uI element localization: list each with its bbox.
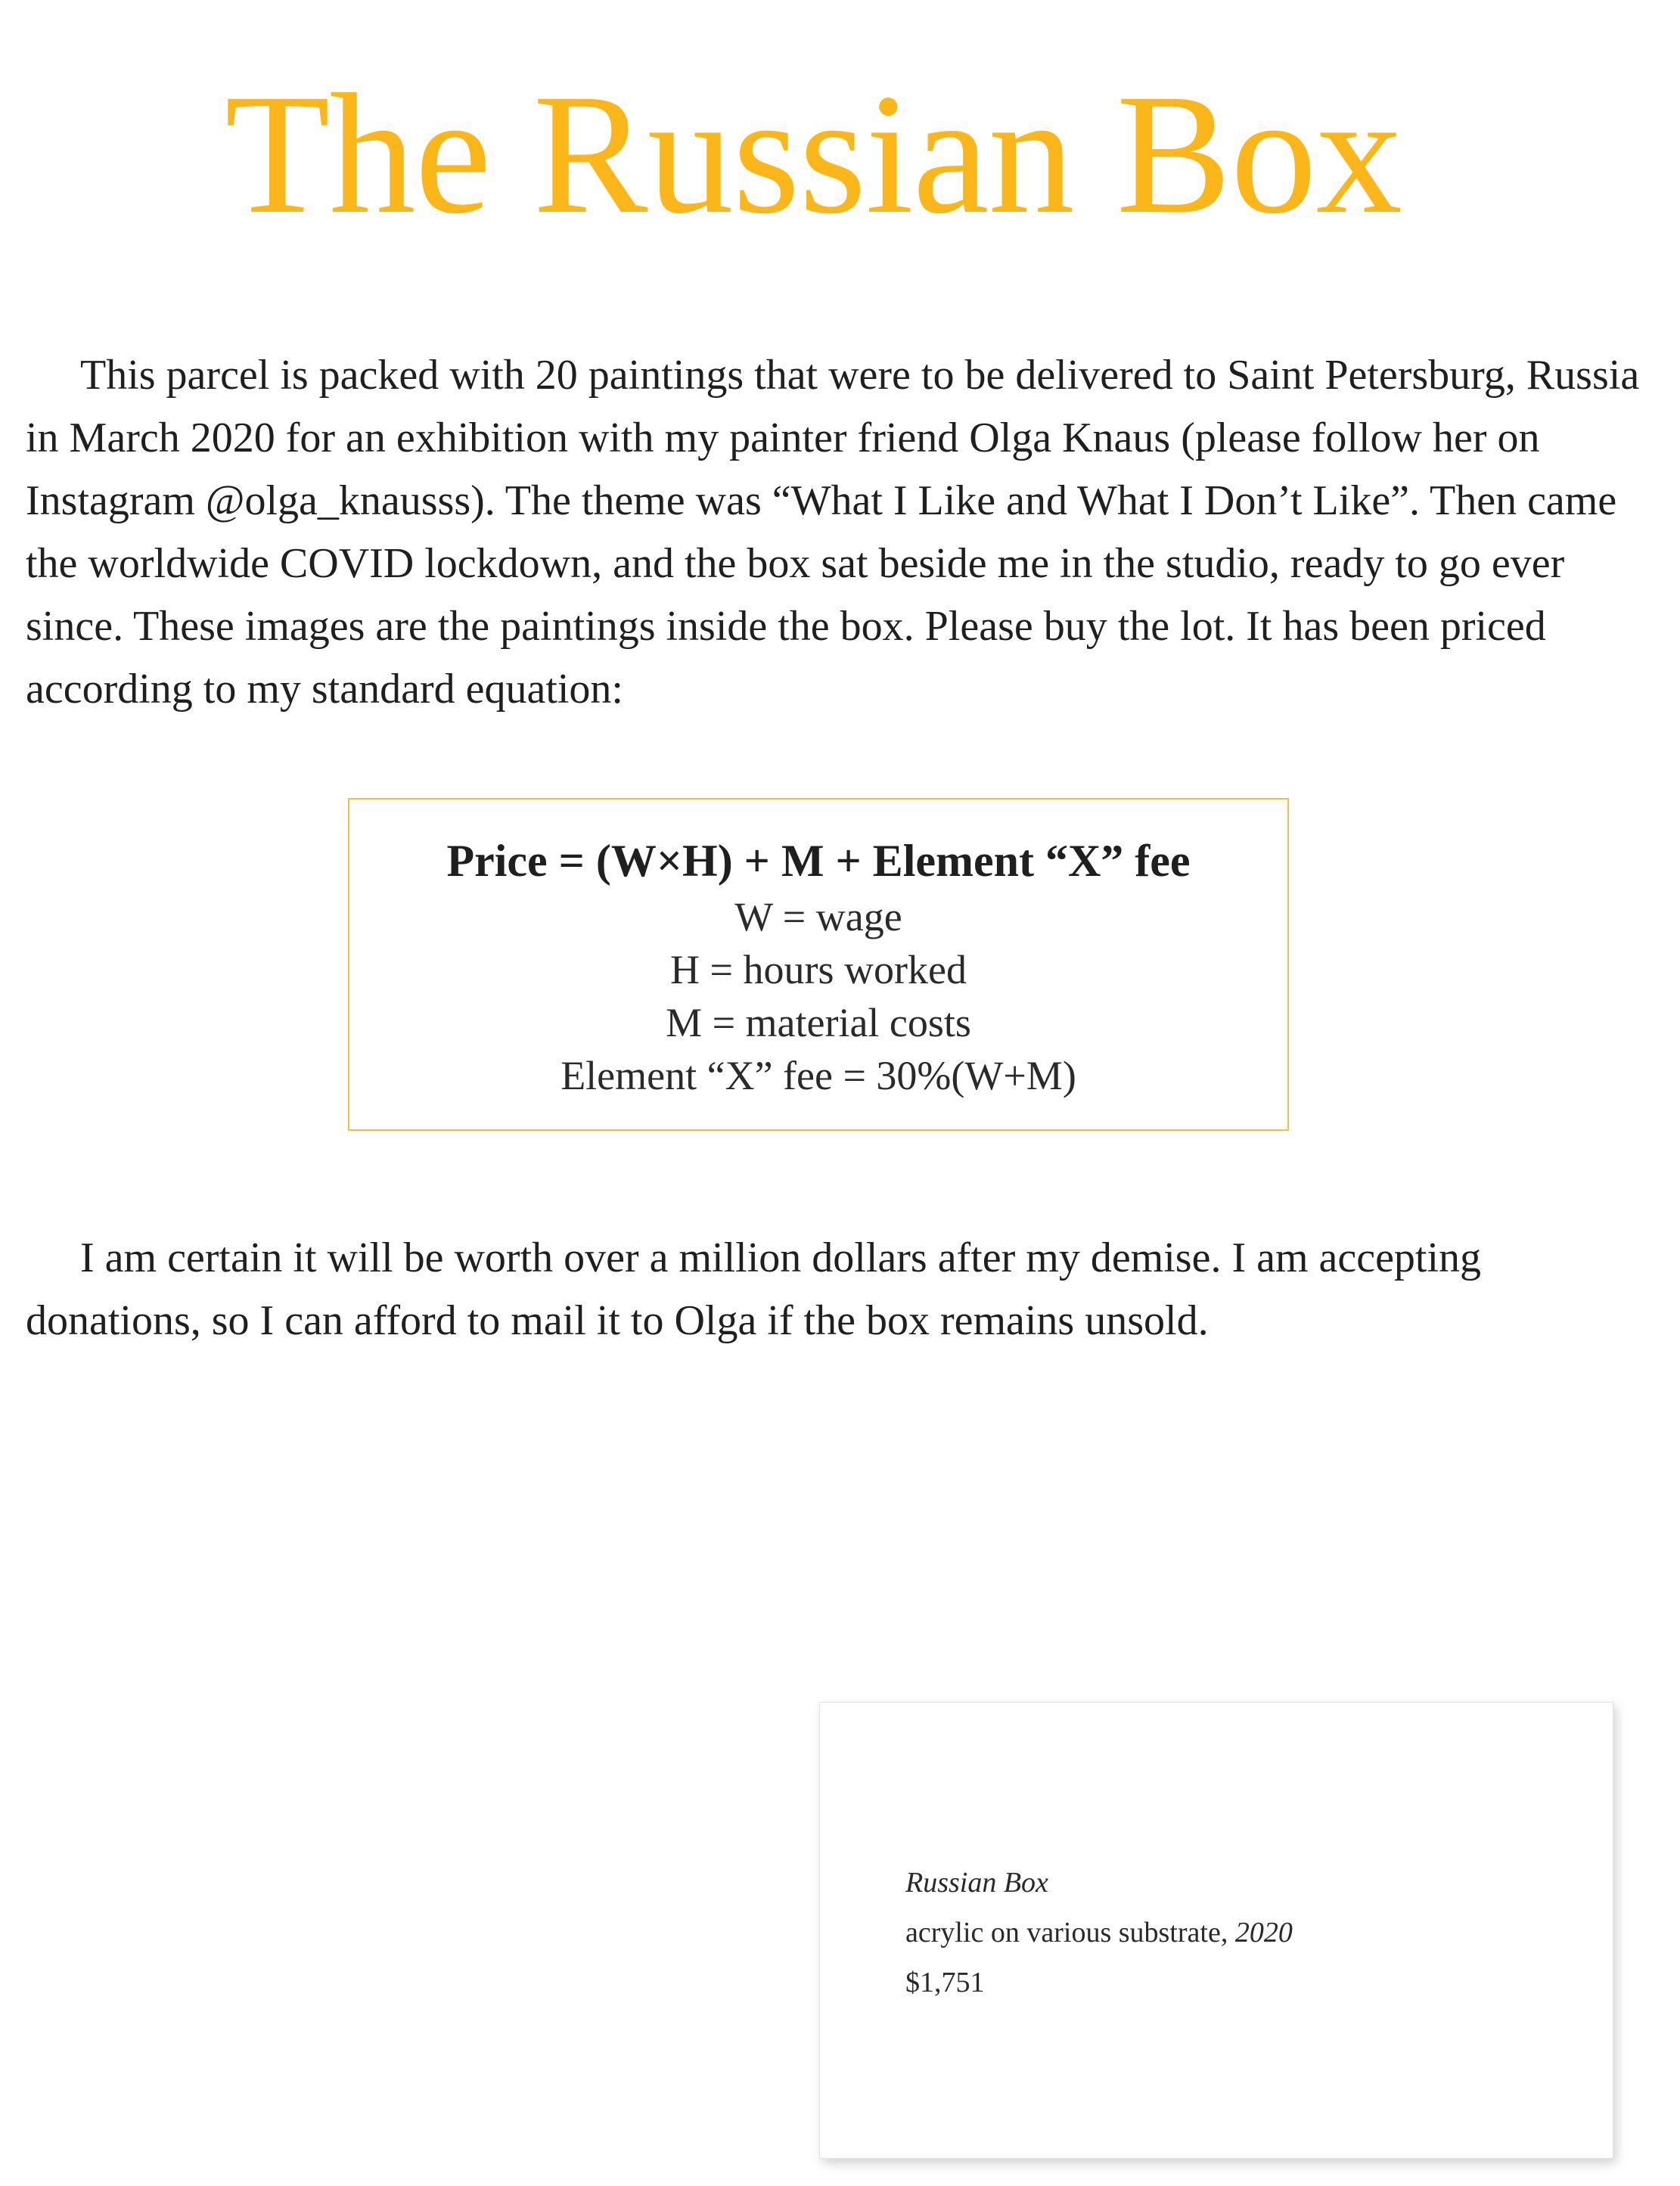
artwork-year: 2020: [1234, 1917, 1293, 1948]
formula-definition-element-x: Element “X” fee = 30%(W+M): [561, 1053, 1076, 1098]
formula-definition-wage: W = wage: [734, 894, 902, 939]
formula-definition-hours: H = hours worked: [670, 947, 967, 992]
page-title: The Russian Box: [225, 59, 1402, 250]
formula-equation: Price = (W×H) + M + Element “X” fee: [446, 836, 1191, 886]
artwork-title: Russian Box: [905, 1867, 1048, 1899]
intro-paragraph: This parcel is packed with 20 paintings that were to be delivered to Saint Petersburg, Russia in March 2020 for an exhibition with my painter friend Olga Knaus (please follow her on Instagram @olga_knausss). The theme was “What I Like and What I Don’t Like”. Then came the worldwide COVID lockdown, and the box sat beside me in the studio, ready to go ever since. These images are the paintings inside the box. Please buy the lot. It has been priced according to my standard equation:: [26, 352, 1640, 713]
artwork-caption-card: [819, 1702, 1613, 2159]
price-formula-box: [348, 798, 1289, 1131]
formula-definition-materials: M = material costs: [666, 1000, 971, 1045]
artwork-medium-line: [905, 1908, 1293, 1958]
artwork-medium: acrylic on various substrate,: [905, 1917, 1235, 1948]
artwork-caption: [905, 1858, 1293, 2007]
artwork-price: $1,751: [905, 1967, 985, 1998]
closing-paragraph: I am certain it will be worth over a million dollars after my demise. I am accepting donations, so I can afford to mail it to Olga if the box remains unsold.: [26, 1234, 1482, 1344]
